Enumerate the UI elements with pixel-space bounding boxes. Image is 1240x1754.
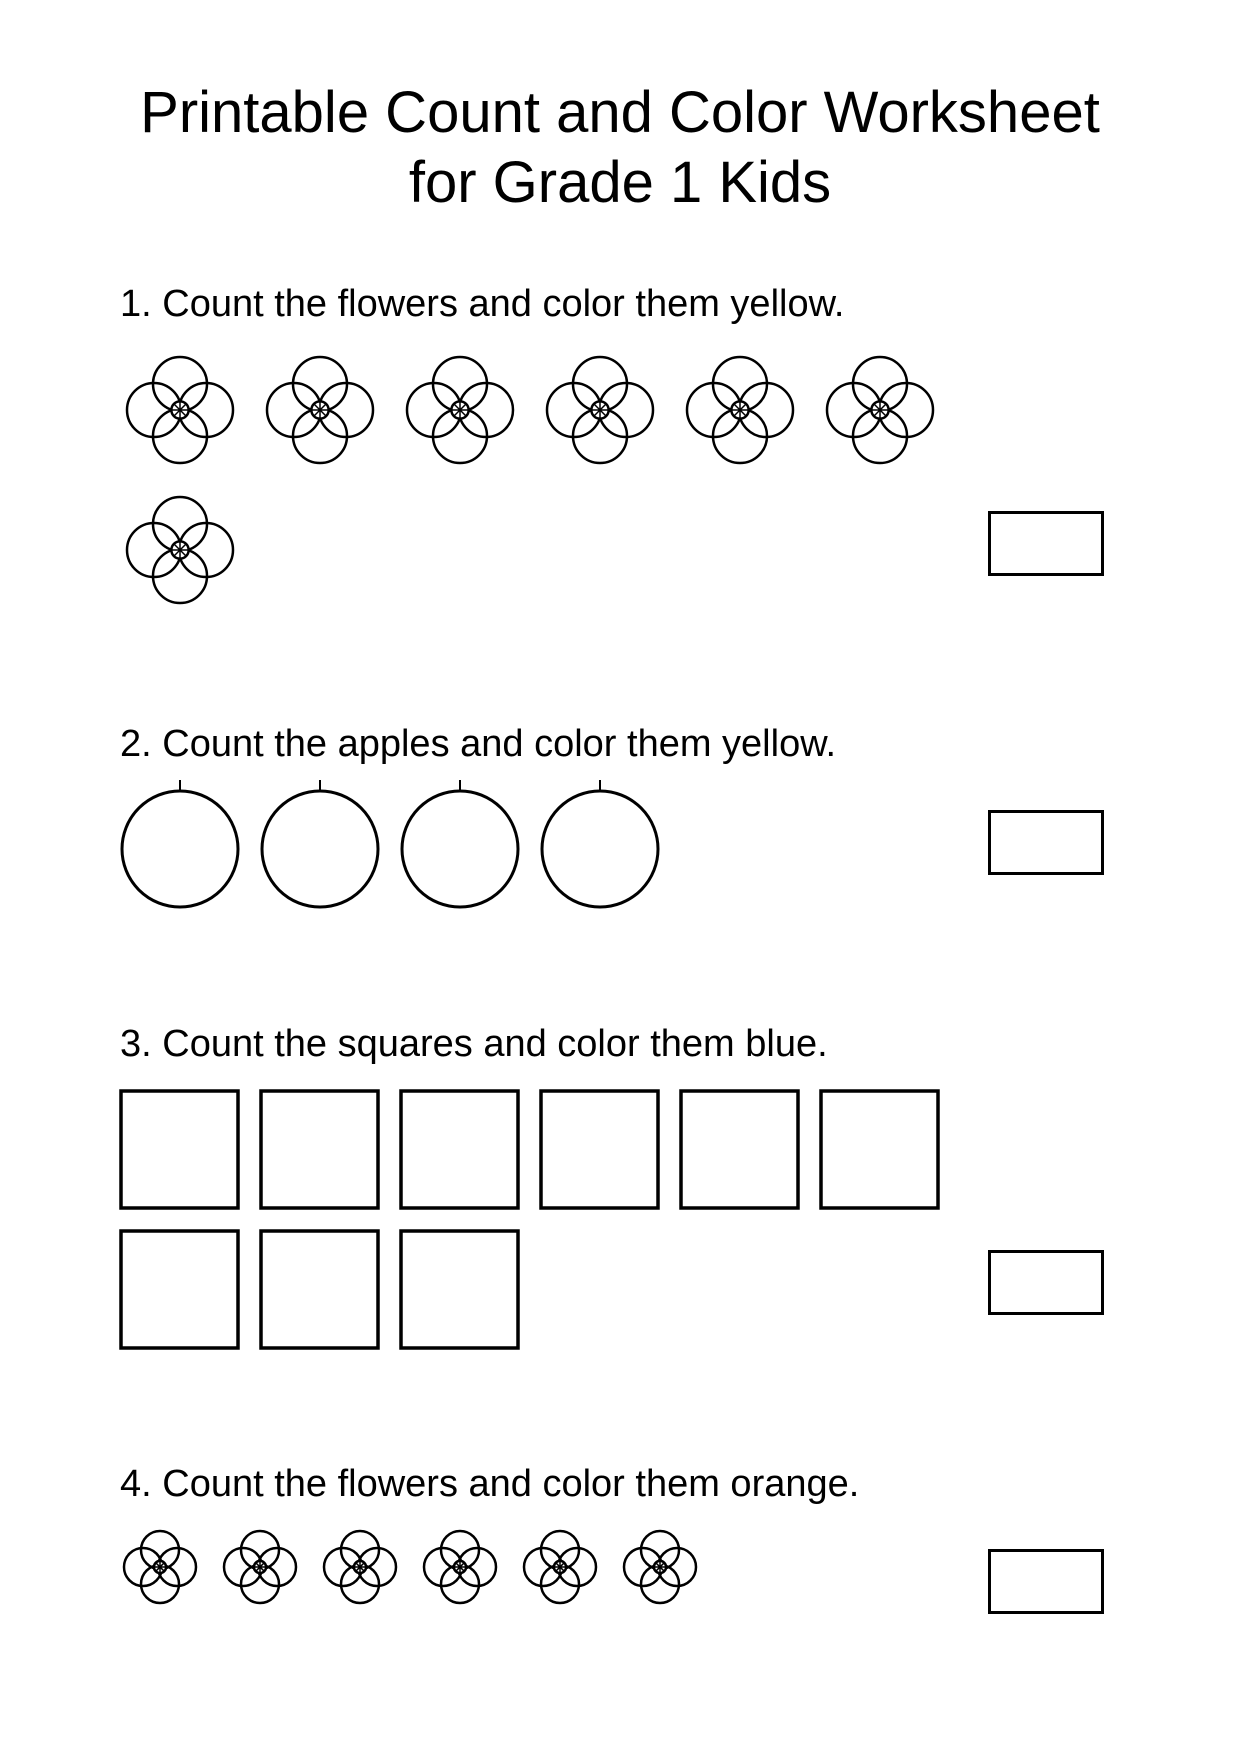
question-1-text: 1. Count the flowers and color them yellow. <box>120 283 845 325</box>
flower-item[interactable] <box>127 497 233 603</box>
apple-item[interactable] <box>122 780 238 907</box>
flower-item[interactable] <box>407 357 513 463</box>
flower-item[interactable] <box>687 357 793 463</box>
square-item[interactable] <box>401 1231 518 1348</box>
flower-item[interactable] <box>267 357 373 463</box>
small-flower-item[interactable] <box>124 1531 196 1603</box>
square-item[interactable] <box>681 1091 798 1208</box>
small-flower-item[interactable] <box>224 1531 296 1603</box>
apple-item[interactable] <box>402 780 518 907</box>
square-item[interactable] <box>401 1091 518 1208</box>
flower-item[interactable] <box>547 357 653 463</box>
square-item[interactable] <box>541 1091 658 1208</box>
question-4-text: 4. Count the flowers and color them orange. <box>120 1463 860 1505</box>
small-flower-item[interactable] <box>624 1531 696 1603</box>
title-line-1: Printable Count and Color Worksheet <box>140 80 1100 145</box>
square-item[interactable] <box>121 1091 238 1208</box>
question-3-text: 3. Count the squares and color them blue. <box>120 1023 828 1065</box>
square-item[interactable] <box>261 1091 378 1208</box>
apple-item[interactable] <box>542 780 658 907</box>
small-flower-item[interactable] <box>524 1531 596 1603</box>
question-2-text: 2. Count the apples and color them yellow. <box>120 723 837 765</box>
square-item[interactable] <box>821 1091 938 1208</box>
small-flower-item[interactable] <box>324 1531 396 1603</box>
small-flower-item[interactable] <box>424 1531 496 1603</box>
apple-item[interactable] <box>262 780 378 907</box>
flower-item[interactable] <box>127 357 233 463</box>
flower-item[interactable] <box>827 357 933 463</box>
square-item[interactable] <box>261 1231 378 1348</box>
title-line-2: for Grade 1 Kids <box>408 150 832 215</box>
square-item[interactable] <box>121 1231 238 1348</box>
